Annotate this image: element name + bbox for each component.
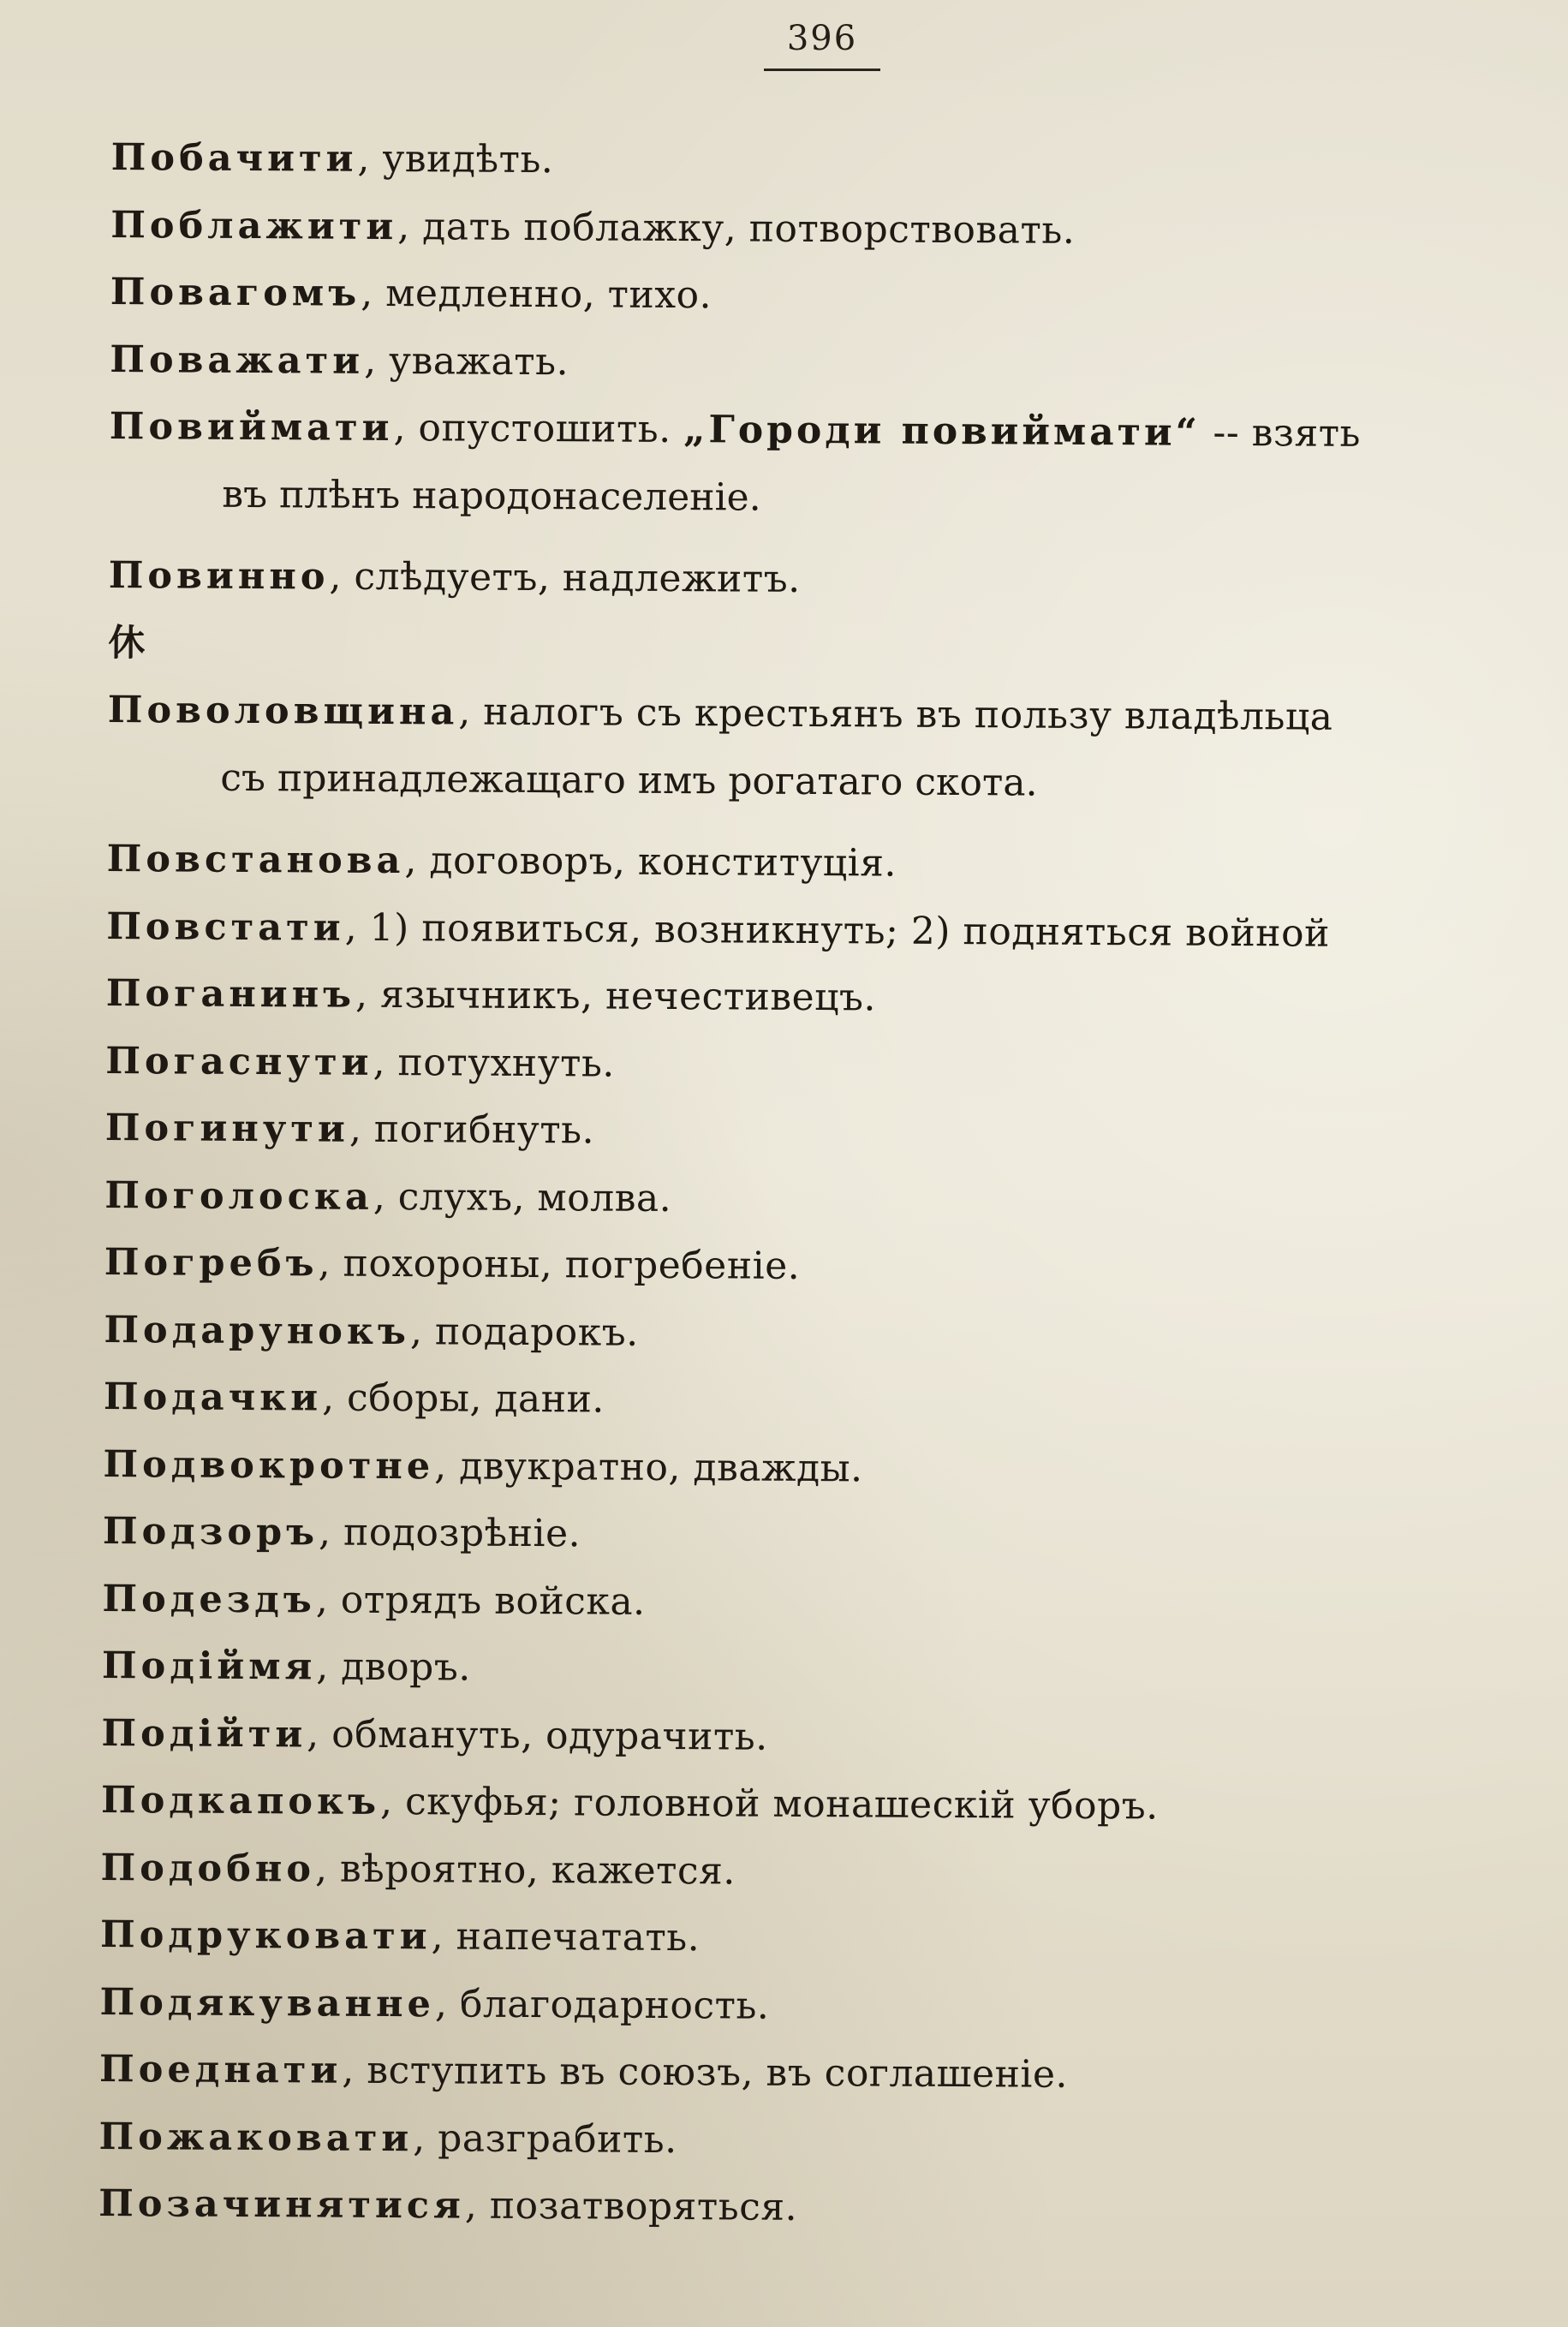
glossary-entry <box>109 542 1556 618</box>
entry-definition: , язычникъ, нечестивецъ. <box>355 972 877 1020</box>
entry-definition: , разграбить. <box>413 2115 677 2162</box>
entry-headword: Поважати <box>110 337 365 383</box>
glossary-entry <box>102 1632 1549 1709</box>
entry-definition: , вѣроятно, кажется. <box>314 1846 736 1893</box>
glossary-entry <box>110 259 1558 335</box>
glossary-entry <box>107 826 1554 902</box>
glossary-entry <box>106 892 1553 969</box>
entry-definition: , подозрѣніе. <box>318 1510 581 1556</box>
page-number: 396 <box>786 19 858 58</box>
entry-headword: Подездъ <box>102 1577 317 1621</box>
entry-definition: , скуфья; головной монашескій уборъ. <box>379 1779 1159 1829</box>
glossary-entry <box>103 1430 1550 1507</box>
entry-headword: Подарунокъ <box>104 1308 411 1353</box>
entry-definition: , сборы, дани. <box>321 1375 605 1422</box>
glossary-entry <box>102 1565 1549 1641</box>
entry-definition: , вступить въ союзъ, въ соглашеніе. <box>342 2048 1069 2097</box>
entry-continuation: съ принадлежащаго имъ рогатаго скота. <box>220 755 1038 805</box>
entry-definition: , потухнуть. <box>373 1040 616 1086</box>
entry-definition: , благодарность. <box>434 1981 770 2028</box>
entry-definition: , уважать. <box>364 338 569 384</box>
entry-headword: Позачинятися <box>98 2181 466 2228</box>
entry-definition: , отрядъ войска. <box>315 1577 646 1624</box>
entry-headword: Повиймати <box>109 404 394 450</box>
glossary-entry <box>104 1161 1552 1238</box>
entry-headword: Погаснути <box>105 1039 373 1084</box>
entry-definition: , позатворяться. <box>464 2183 798 2229</box>
entry-definition: , двукратно, дважды. <box>434 1443 863 1490</box>
glossary-entry <box>98 2170 1546 2246</box>
entry-definition: , похороны, погребеніе. <box>318 1241 801 1288</box>
entry-definition: , подарокъ. <box>409 1309 639 1355</box>
entry-headword: Повинно <box>108 553 330 599</box>
entry-headword: Подiйти <box>101 1711 307 1756</box>
page-number-underline <box>764 69 880 71</box>
entry-definition-tail: -- взять <box>1200 410 1362 456</box>
entry-headword: Повстанова <box>106 837 405 883</box>
glossary-entry <box>100 1834 1547 1910</box>
glossary-entry <box>99 2036 1547 2112</box>
glossary-entry <box>108 609 1555 685</box>
entry-headword: Поголоска <box>104 1173 373 1219</box>
entry-headword: Подiймя <box>101 1644 317 1689</box>
entry-headword: Поганинъ <box>105 971 356 1017</box>
glossary-entry <box>104 1229 1552 1305</box>
glossary-entry <box>104 1363 1551 1440</box>
glossary-entry <box>101 1767 1548 1843</box>
glossary-entry <box>100 1901 1547 1978</box>
entry-definition: , договоръ, конституція. <box>404 838 897 886</box>
glossary-entry <box>103 1498 1550 1574</box>
entry-headword: Повстати <box>106 904 345 950</box>
entry-headword: Подачки <box>103 1375 323 1420</box>
entry-headword: 休 <box>108 621 150 665</box>
glossary-entry <box>106 960 1553 1036</box>
entry-headword: Поволовщина <box>107 688 459 734</box>
entry-headword: Подруковати <box>99 1912 432 1959</box>
entry-headword: Подвокротне <box>103 1442 435 1488</box>
entry-headword: Подобно <box>100 1846 316 1890</box>
entry-definition: , дать поблажку, потворствовать. <box>397 204 1076 253</box>
glossary-entry <box>110 325 1557 402</box>
entry-headword: Подкапокъ <box>100 1778 381 1823</box>
entry-definition: , слухъ, молва. <box>373 1174 672 1220</box>
entry-definition: , дворъ. <box>316 1644 471 1690</box>
entry-headword: Побачити <box>110 135 358 181</box>
entry-definition: , погибнуть. <box>349 1107 595 1153</box>
entry-quote: „Городи повиймати“ <box>683 408 1201 455</box>
glossary-entry <box>99 1968 1547 2044</box>
glossary-entry <box>104 1296 1551 1372</box>
glossary-entry <box>105 1027 1553 1103</box>
entry-definition: , слѣдуетъ, надлежитъ. <box>329 554 801 601</box>
entry-definition: , напечатать. <box>431 1914 701 1960</box>
entry-headword: Поблажити <box>110 203 398 248</box>
glossary-entry <box>109 393 1557 535</box>
glossary-entry <box>111 124 1559 200</box>
entry-definition: , обмануть, одурачить. <box>307 1711 768 1759</box>
entry-definition: , опустошить. <box>393 406 684 452</box>
glossary-entry <box>110 191 1558 267</box>
glossary-entry <box>101 1699 1548 1775</box>
entry-headword: Поеднати <box>98 2047 343 2092</box>
entry-headword: Пожаковати <box>98 2115 414 2160</box>
entry-definition: , увидѣть. <box>357 136 554 182</box>
entry-definition: , 1) появиться, возникнуть; 2) подняться войной <box>344 905 1331 956</box>
entry-headword: Подякуванне <box>99 1980 436 2026</box>
glossary-entries <box>98 124 1559 2246</box>
glossary-entry <box>105 1095 1553 1171</box>
entry-continuation: въ плѣнъ народонаселеніе. <box>222 472 761 520</box>
entry-headword: Повагомъ <box>110 270 361 315</box>
entry-definition: , медленно, тихо. <box>361 271 712 318</box>
glossary-entry <box>107 677 1555 819</box>
entry-definition: , налогъ съ крестьянъ въ пользу владѣльца <box>458 689 1333 739</box>
entry-headword: Подзоръ <box>102 1509 319 1554</box>
entry-headword: Погинути <box>104 1106 350 1151</box>
entry-headword: Погребъ <box>104 1240 319 1286</box>
glossary-entry <box>98 2103 1546 2179</box>
